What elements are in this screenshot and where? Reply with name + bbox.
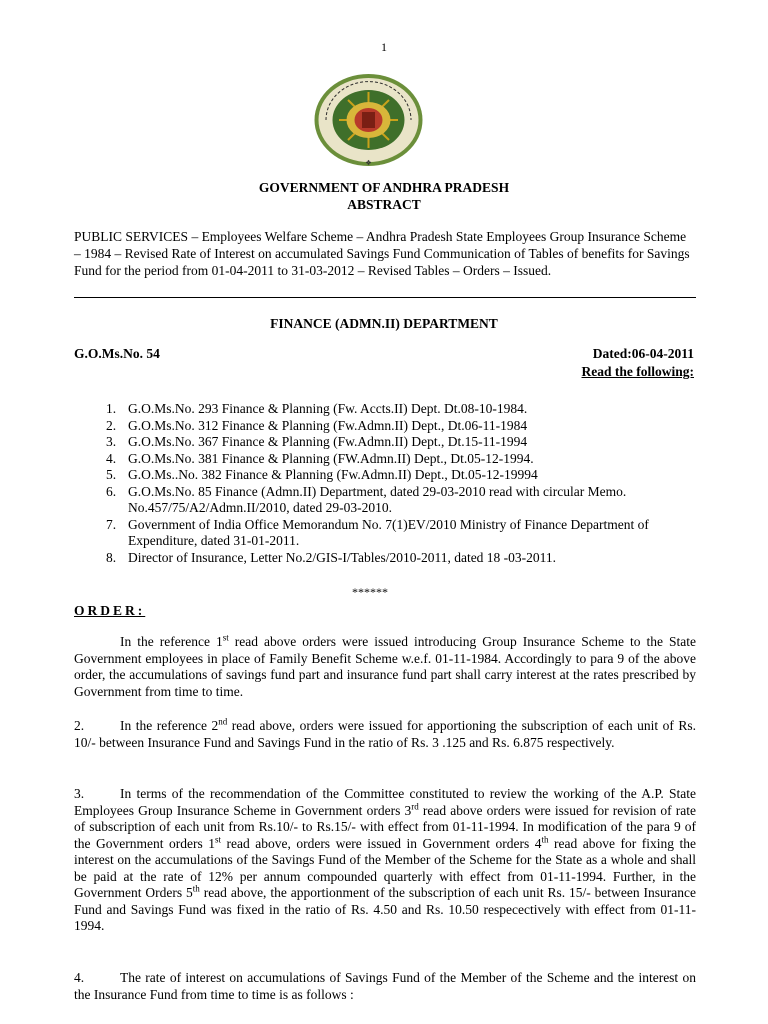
reference-text: G.O.Ms..No. 382 Finance & Planning (Fw.Admn.II) Dept., Dt.05-12-19994 [128,467,538,482]
order-paragraph-3 [74,786,696,935]
ordinal-suffix: th [192,883,200,894]
paragraph-text: read above orders were issued for revision of rate of subscription of each unit from Rs.10/- to Rs.15/- with effect from 01-11-1994. In modification of the para 9 of the Government orders 1 [74,802,697,851]
separator-stars: ****** [352,585,388,599]
department-heading: FINANCE (ADMN.II) DEPARTMENT [270,316,498,331]
ordinal-suffix: rd [411,801,419,811]
order-date: Dated:06-04-2011 [592,346,694,361]
ordinal-suffix: th [541,834,549,844]
reference-item [106,517,686,550]
paragraph-number: 4. [74,970,85,985]
subject-text: PUBLIC SERVICES – Employees Welfare Scheme – Andhra Pradesh State Employees Group Insurance Scheme – 1984 – Revised Rate of Interest on accumulated Savings Fund Communication of Tables of benefits for Savings Fund for the period from 01-04-2011 to 31-03-2012 – Revised Tables – Orders – Issued. [74,229,690,278]
reference-text: G.O.Ms.No. 85 Finance (Admn.II) Department, dated 29-03-2010 read with circular Memo. No.457/75/A2/Admn.II/2010, dated 29-03-2010. [128,483,627,515]
paragraph-text: read above orders were issued introducing Group Insurance Scheme to the State Government employees in place of Family Benefit Scheme w.e.f. 01-11-1984. Accordingly to para 9 of the above order, the accumulations of savings fund part and insurance fund part shall carry interest at the rates prescribed by Government from time to time. [74,634,697,699]
reference-item [106,550,686,567]
ordinal-suffix: st [214,834,221,844]
paragraph-text: read above for fixing the interest on the accumulations of the Savings Fund of the Member of the Scheme for the State as a whole and shall be paid at the rate of 12% per annum compounded quarterly with effect from 01-11-1994. Further, in the Government Orders 5 [74,835,696,900]
reference-item [106,401,686,418]
government-seal-logo [311,72,426,172]
references-list [106,401,686,566]
abstract-heading: ABSTRACT [347,197,421,212]
reference-text: G.O.Ms.No. 381 Finance & Planning (FW.Admn.II) Dept., Dt.05-12-1994. [128,450,534,466]
paragraph-number: 2. [74,718,85,733]
order-heading: ORDER: [74,603,146,618]
reference-text: G.O.Ms.No. 367 Finance & Planning (Fw.Admn.II) Dept., Dt.15-11-1994 [128,434,528,449]
svg-text:❖: ❖ [365,159,372,167]
order-paragraph-4 [74,970,696,1003]
paragraph-text: In terms of the recommendation of the Committee constituted to review the working of the A.P. State Employees Group Insurance Scheme in Government orders 3 [74,786,696,818]
reference-number: 1. [106,401,117,416]
paragraph-text: read above, orders were issued for apportioning the subscription of each unit of Rs. 10/- between Insurance Fund and Savings Fund in the ratio of Rs. 3 .125 and Rs. 6.875 respectively. [74,718,696,750]
read-following-heading: Read the following: [581,364,694,379]
reference-number: 4. [106,450,117,466]
reference-text: Government of India Office Memorandum No. 7(1)EV/2010 Ministry of Finance Department of Expenditure, dated 31-01-2011. [128,516,649,548]
ordinal-suffix: nd [218,716,228,727]
page-number: 1 [381,40,387,54]
ordinal-suffix: st [222,632,229,643]
reference-text: G.O.Ms.No. 312 Finance & Planning (Fw.Admn.II) Dept., Dt.06-11-1984 [128,417,528,433]
paragraph-text: In the reference 2 [120,718,219,733]
reference-item [106,484,686,517]
reference-number: 8. [106,549,117,565]
reference-text: G.O.Ms.No. 293 Finance & Planning (Fw. Accts.II) Dept. Dt.08-10-1984. [128,401,528,416]
reference-number: 2. [106,417,117,433]
paragraph-text: read above, the apportionment of the subscription of each unit Rs. 15/- between Insurance Fund and Savings Fund was fixed in the ratio of Rs. 4.50 and Rs. 10.50 respecectively with effect from 01-11-1994. [74,885,696,933]
reference-number: 3. [106,434,117,449]
go-number: G.O.Ms.No. 54 [74,346,160,361]
paragraph-text: In the reference 1 [120,634,223,649]
reference-item [106,467,686,484]
reference-number: 5. [106,467,117,482]
horizontal-divider [74,297,696,298]
order-paragraph-1 [74,634,696,700]
paragraph-text: The rate of interest on accumulations of Savings Fund of the Member of the Scheme and the interest on the Insurance Fund from time to time is as follows : [74,970,696,1002]
reference-number: 7. [106,516,117,532]
reference-item [106,418,686,435]
government-title: GOVERNMENT OF ANDHRA PRADESH [258,180,510,195]
reference-item [106,434,686,451]
reference-number: 6. [106,483,117,499]
reference-item [106,451,686,468]
order-paragraph-2 [74,718,696,751]
reference-text: Director of Insurance, Letter No.2/GIS-I/Tables/2010-2011, dated 18 -03-2011. [128,549,557,565]
paragraph-text: read above, orders were issued in Government orders 4 [220,835,542,851]
paragraph-number: 3. [74,786,85,801]
